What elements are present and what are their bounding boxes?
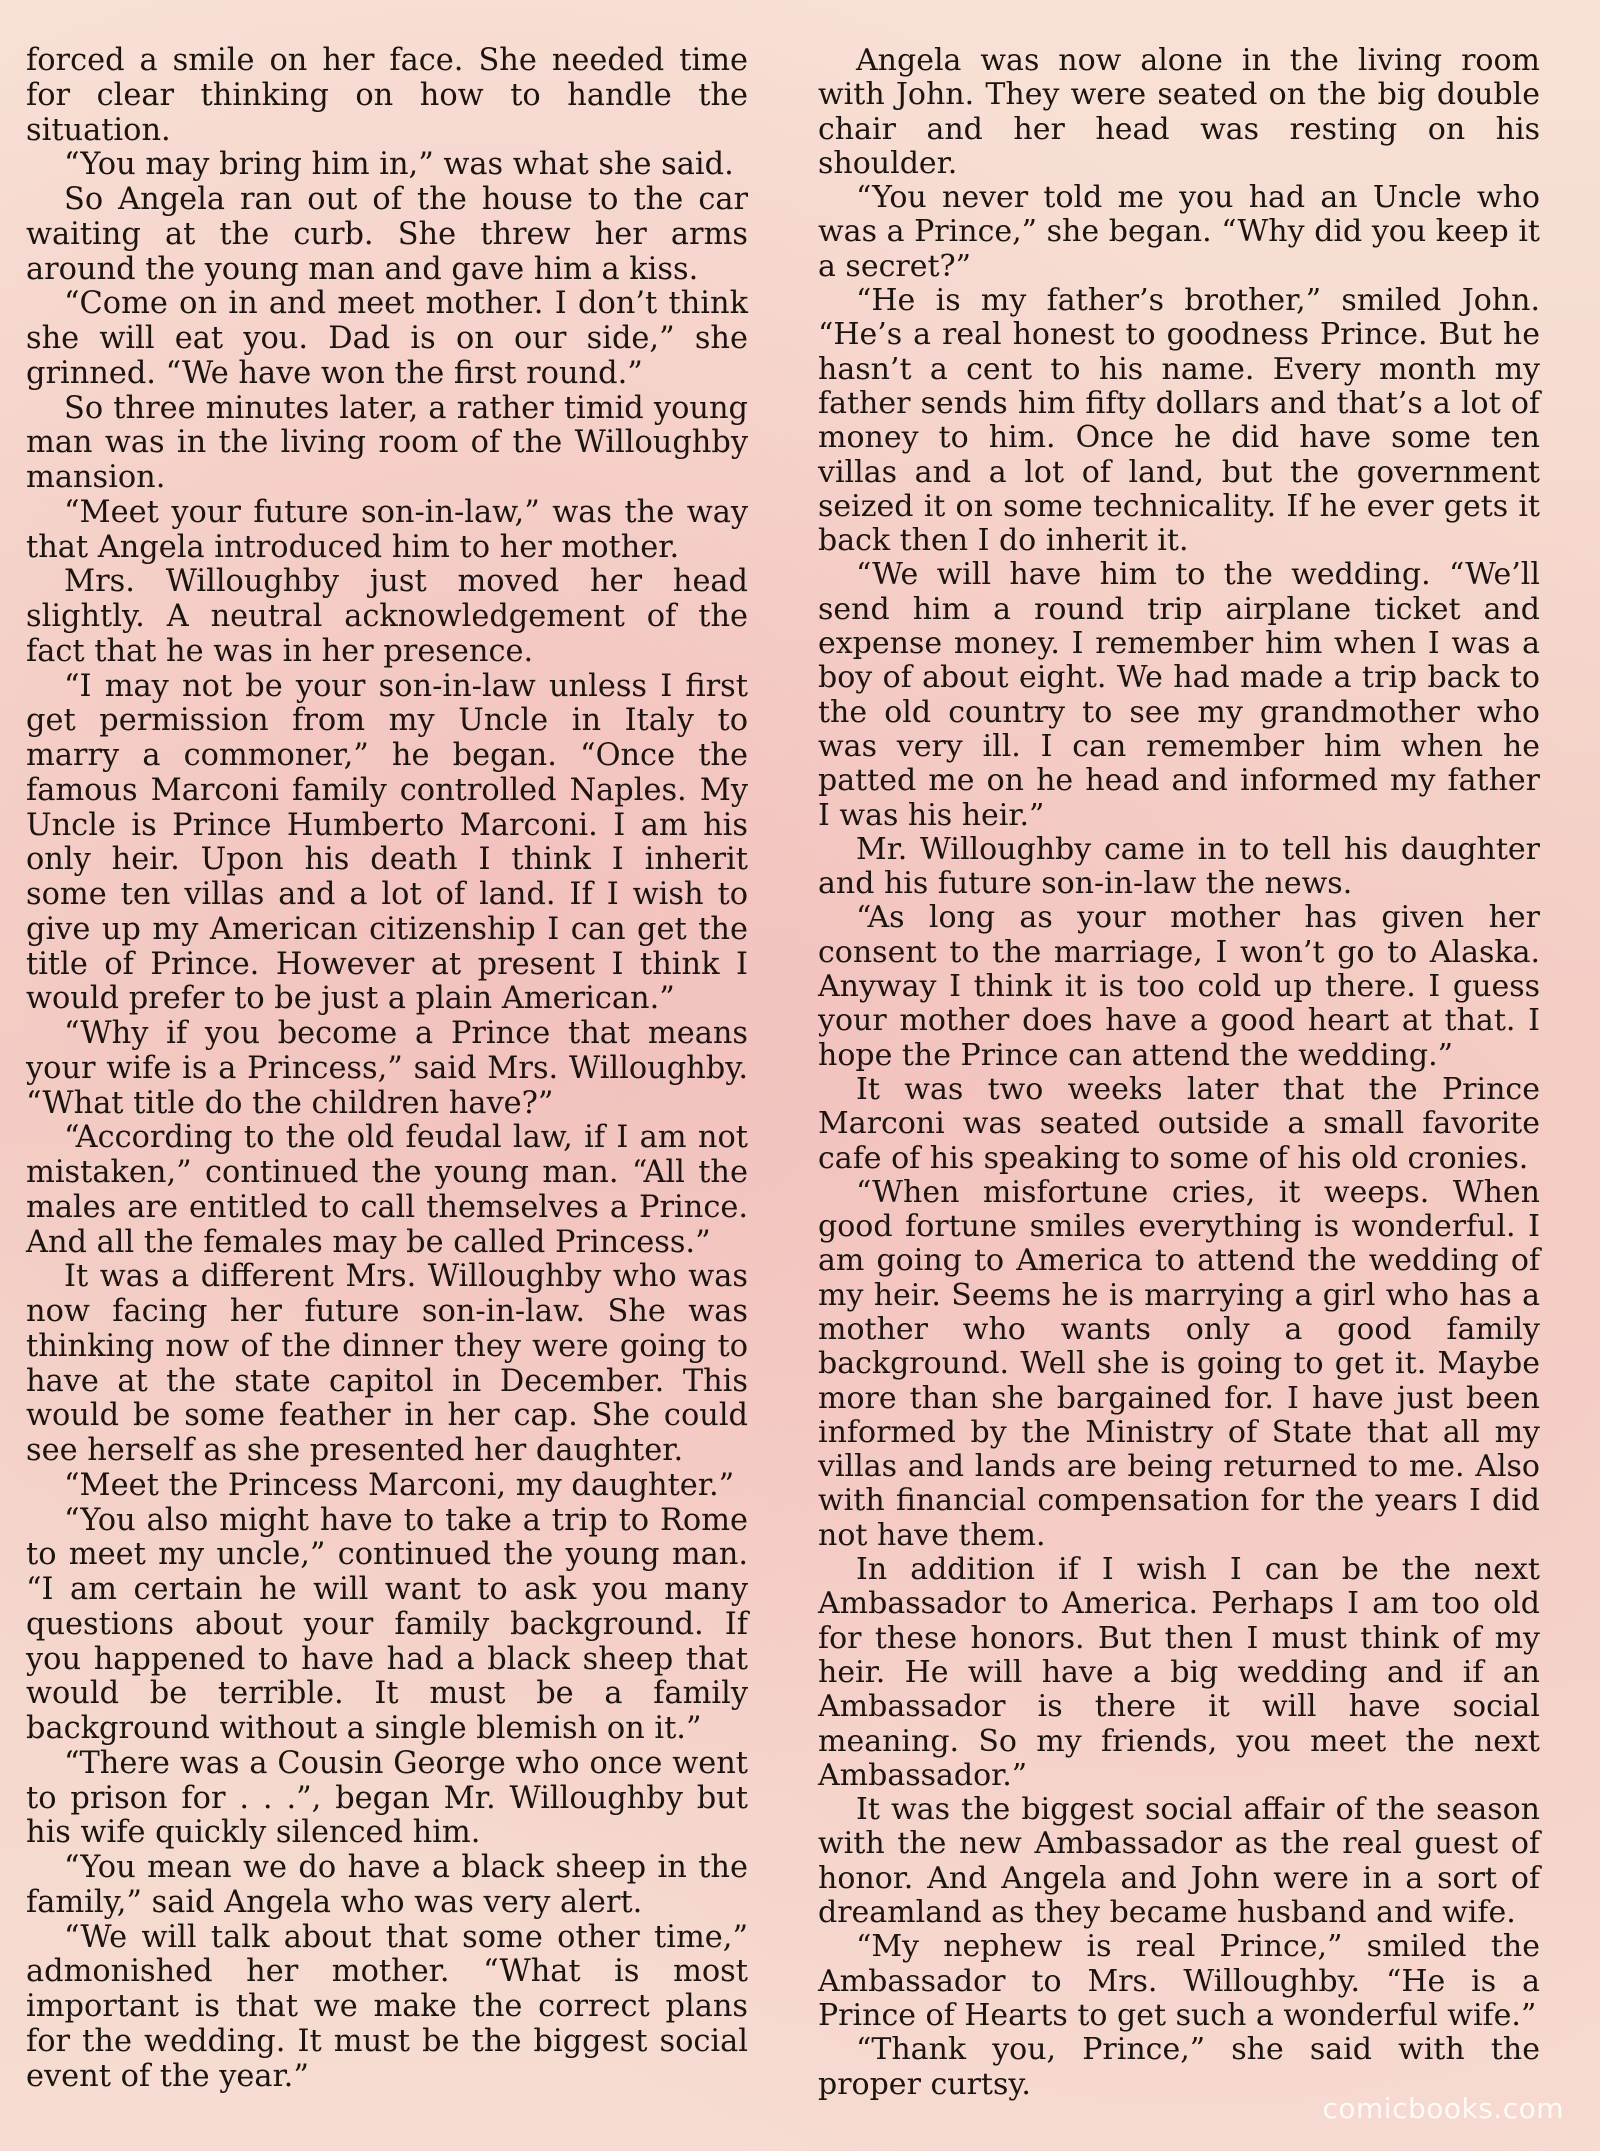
paragraph: “Come on in and meet mother. I don’t think she will eat you. Dad is on our side,” she grinned. “We have won the first round.” [26,286,748,391]
paragraph: “We will talk about that some other time,” admonished her mother. “What is most important is that we make the correct plans for the wedding. It must be the biggest social event of the year.” [26,1919,748,2094]
paragraph: “You also might have to take a trip to Rome to meet my uncle,” continued the young man. “I am certain he will want to ask you many questions about your family background. If you happened to have had a black sheep that would be terrible. It must be a family background without a single blemish on it.” [26,1502,748,1746]
paragraph: It was the biggest social affair of the season with the new Ambassador as the real guest of honor. And Angela and John were in a sort of dreamland as they became husband and wife. [818,1792,1540,1931]
text-column-right [818,44,1540,2102]
paragraph: “My nephew is real Prince,” smiled the Ambassador to Mrs. Willoughby. “He is a Prince of Hearts to get such a wonderful wife.” [818,1929,1540,2033]
watermark: comicbooks.com [1322,2092,1564,2125]
paragraph: It was a different Mrs. Willoughby who was now facing her future son-in-law. She was thinking now of the dinner they were going to have at the state capitol in December. This would be some feather in her cap. She could see herself as she presented her daughter. [26,1259,748,1468]
paragraph: “Meet your future son-in-law,” was the way that Angela introduced him to her mother. [26,494,748,565]
paragraph: So three minutes later, a rather timid young man was in the living room of the Willoughby mansion. [26,390,748,495]
paragraph: Mr. Willoughby came in to tell his daughter and his future son-in-law the news. [818,831,1540,902]
paragraph: “As long as your mother has given her consent to the marriage, I won’t go to Alaska. Anyway I think it is too cold up there. I guess your mother does have a good heart at that. I hope the Prince can attend the wedding.” [818,900,1540,1073]
paragraph: “There was a Cousin George who once went to prison for . . .”, began Mr. Willoughby but his wife quickly silenced him. [26,1745,748,1851]
paragraph: forced a smile on her face. She needed time for clear thinking on how to handle the situation. [26,43,748,148]
paragraph: “When misfortune cries, it weeps. When good fortune smiles everything is wonderful. I am going to America to attend the wedding of my heir. Seems he is marrying a girl who has a mother who wants only a good family background. Well she is going to get it. Maybe more than she bargained for. I have just been informed by the Ministry of State that all my villas and lands are being returned to me. Also with financial compensation for the years I did not have them. [818,1174,1540,1553]
paragraph: In addition if I wish I can be the next Ambassador to America. Perhaps I am too old for these honors. But then I must think of my heir. He will have a big wedding and if an Ambassador is there it will have social meaning. So my friends, you meet the next Ambassador.” [818,1552,1540,1793]
paragraph: “Meet the Princess Marconi, my daughter.” [64,1467,735,1503]
paragraph: It was two weeks later that the Prince Marconi was seated outside a small favorite cafe of his speaking to some of his old cronies. [818,1071,1540,1176]
paragraph: “Why if you become a Prince that means your wife is a Princess,” said Mrs. Willoughby. “What title do the children have?” [26,1016,748,1121]
paragraph: So Angela ran out of the house to the car waiting at the curb. She threw her arms around the young man and gave him a kiss. [26,182,748,287]
paragraph: “You mean we do have a black sheep in the family,” said Angela who was very alert. [26,1850,748,1920]
paragraph: “Thank you, Prince,” she said with the proper curtsy. [818,2032,1540,2102]
paragraph: “You never told me you had an Uncle who was a Prince,” she began. “Why did you keep it a secret?” [818,180,1540,284]
paragraph: “According to the old feudal law, if I am not mistaken,” continued the young man. “All the males are entitled to call themselves a Prince. And all the females may be called Princess.” [26,1120,748,1260]
paragraph: “You may bring him in,” was what she said. [64,147,734,183]
paragraph: “I may not be your son-in-law unless I first get permission from my Uncle in Italy to marry a commoner,” he began. “Once the famous Marconi family controlled Naples. My Uncle is Prince Humberto Marconi. I am his only heir. Upon his death I think I inherit some ten villas and a lot of land. If I wish to give up my American citizenship I can get the title of Prince. However at present I think I would prefer to be just a plain American.” [26,668,748,1017]
paragraph: “He is my father’s brother,” smiled John. “He’s a real honest to goodness Prince. But he hasn’t a cent to his name. Every month my father sends him fifty dollars and that’s a lot of money to him. Once he did have some ten villas and a lot of land, but the government seized it on some technicality. If he ever gets it back then I do inherit it. [818,283,1540,559]
paragraph: “We will have him to the wedding. “We’ll send him a round trip airplane ticket and expense money. I remember him when I was a boy of about eight. We had made a trip back to the old country to see my grandmother who was very ill. I can remember him when he patted me on he head and informed my father I was his heir.” [818,557,1540,833]
text-column-left [26,44,748,2094]
paragraph: Mrs. Willoughby just moved her head slightly. A neutral acknowledgement of the fact that he was in her presence. [26,564,748,669]
paragraph: Angela was now alone in the living room with John. They were seated on the big double chair and her head was resting on his shoulder. [818,43,1540,181]
